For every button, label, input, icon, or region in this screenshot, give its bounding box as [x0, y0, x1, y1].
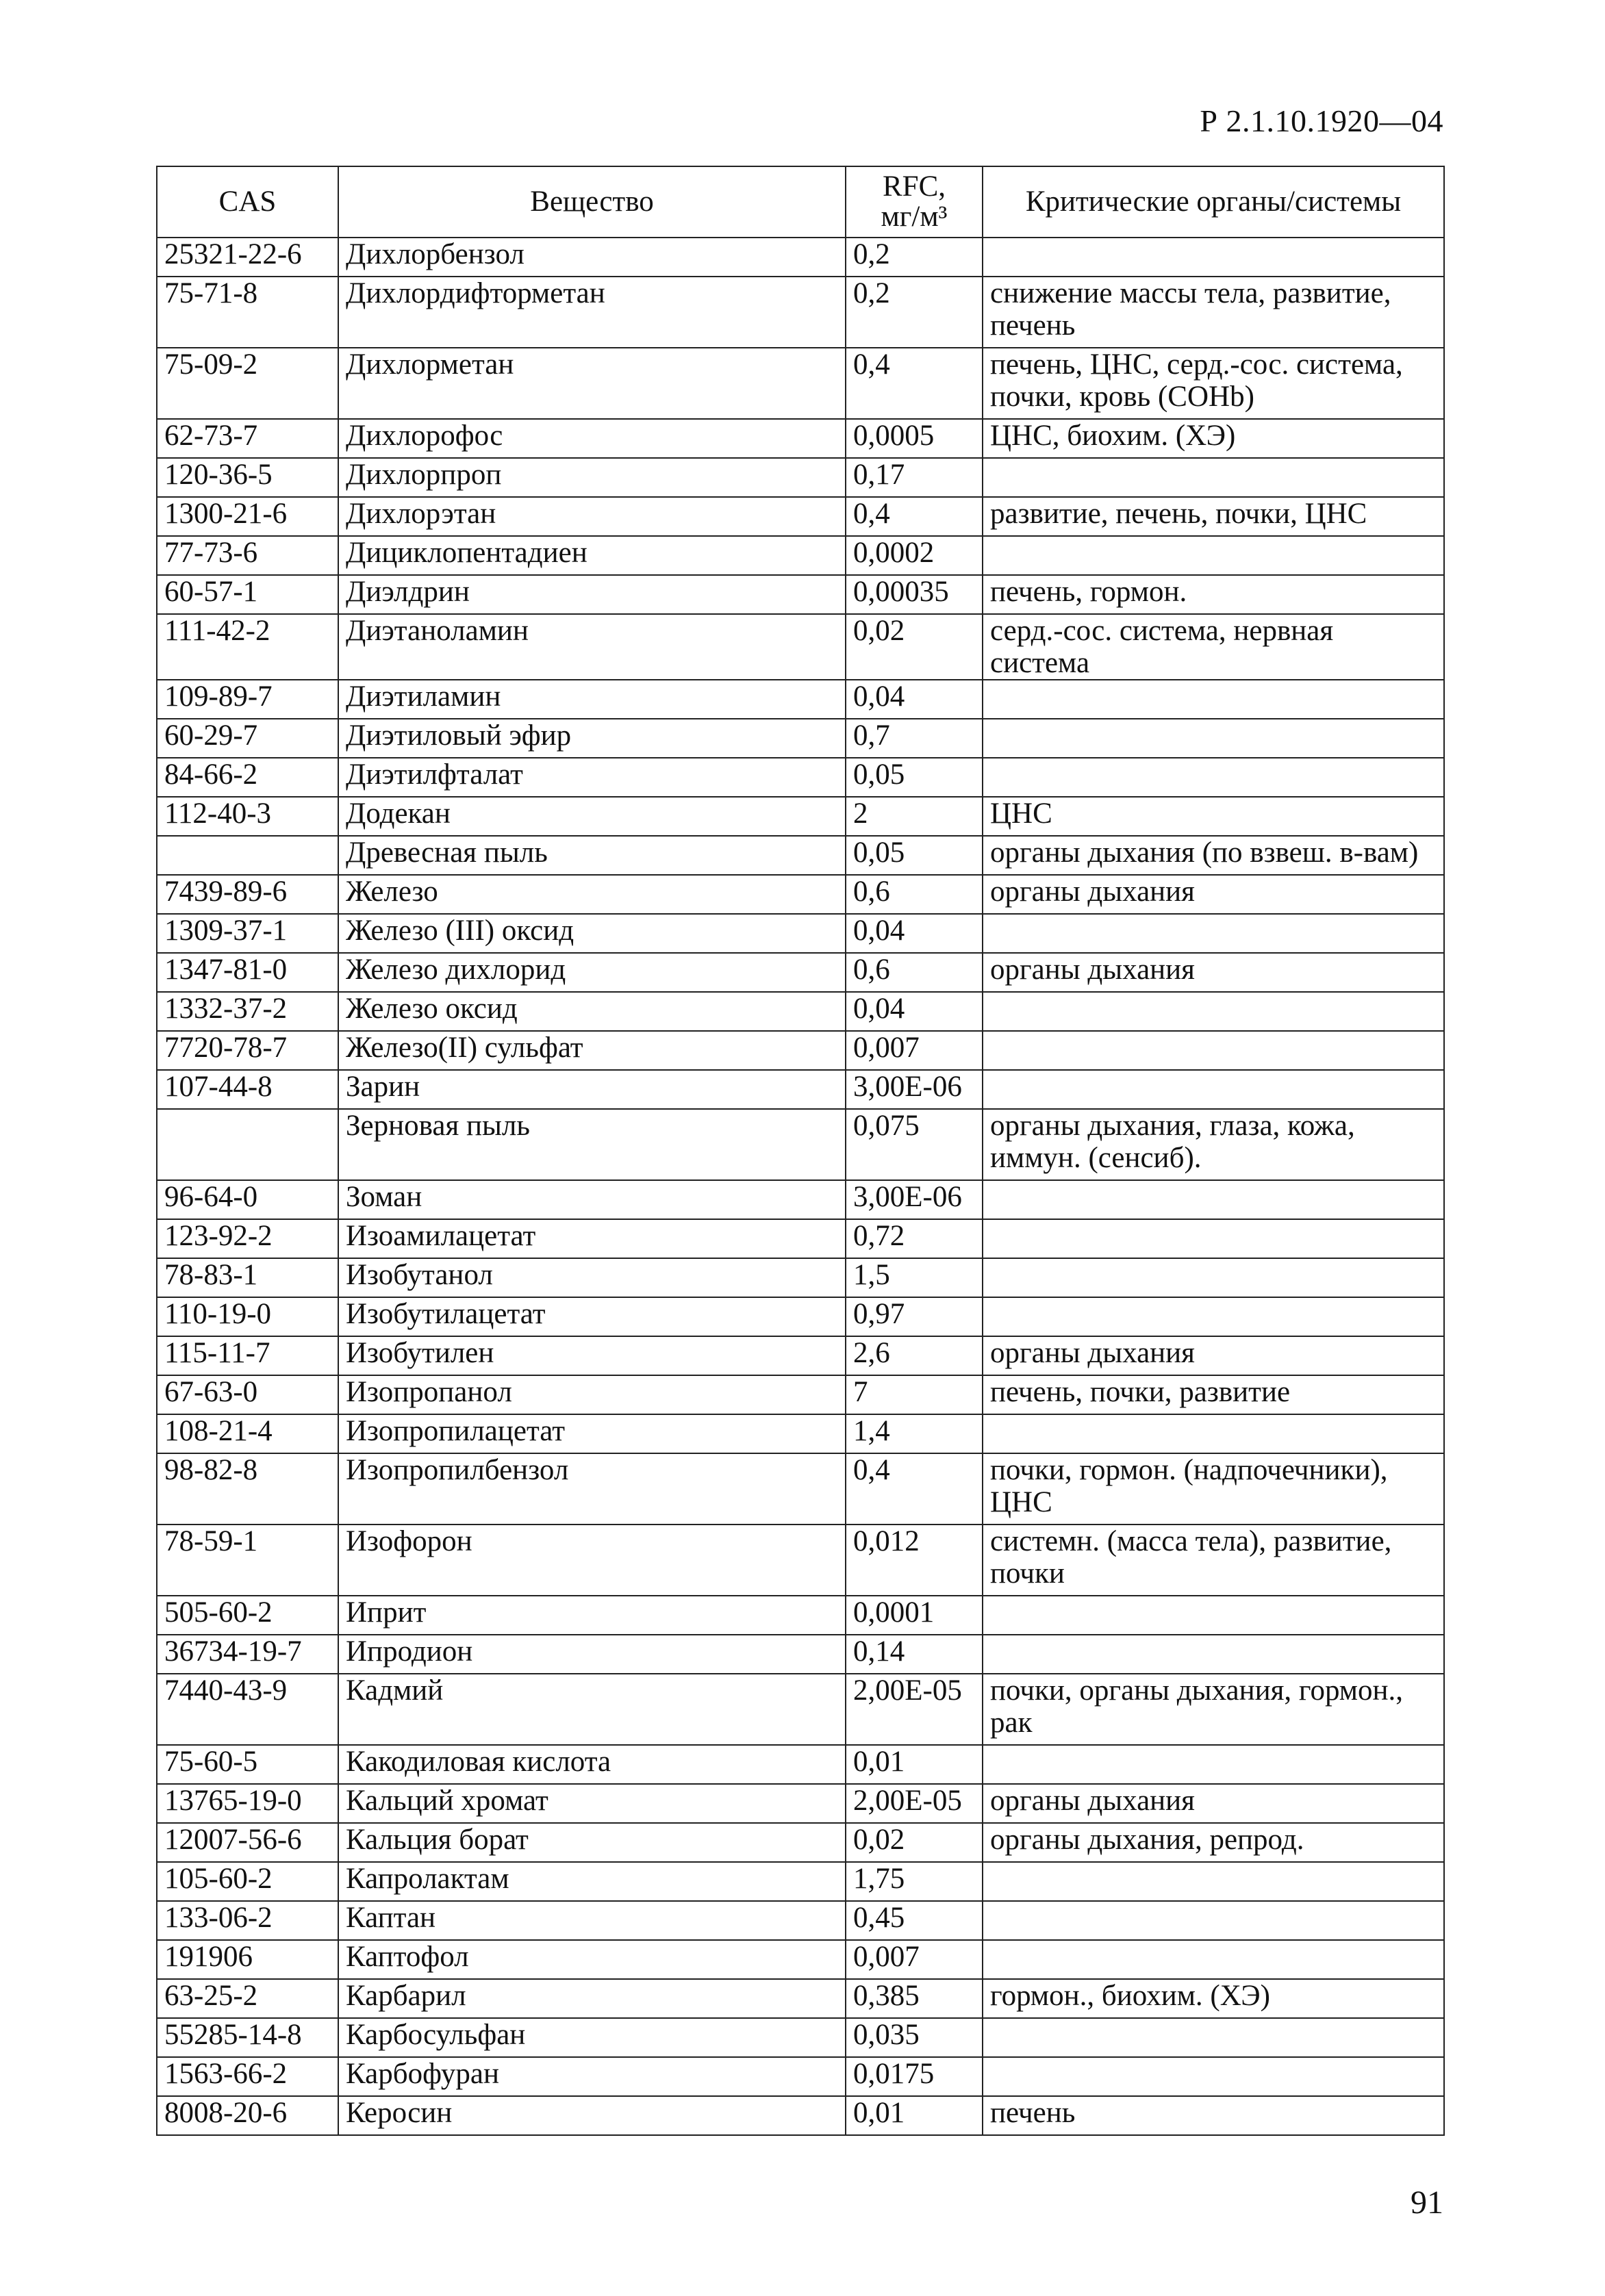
cell-organs: органы дыхания — [983, 875, 1444, 914]
cell-rfc: 0,4 — [846, 348, 983, 419]
cell-cas: 98-82-8 — [157, 1453, 338, 1525]
cell-organs: развитие, печень, почки, ЦНС — [983, 497, 1444, 536]
table-row — [157, 1109, 1444, 1180]
cell-cas: 78-83-1 — [157, 1258, 338, 1297]
cell-organs — [983, 1414, 1444, 1453]
cell-organs: органы дыхания, глаза, кожа, иммун. (сенсиб). — [983, 1109, 1444, 1180]
cell-substance: Дихлорэтан — [338, 497, 846, 536]
cell-cas — [157, 836, 338, 875]
cell-substance: Кадмий — [338, 1674, 846, 1745]
cell-substance: Дихлорофос — [338, 419, 846, 458]
table-row — [157, 419, 1444, 458]
cell-rfc: 0,075 — [846, 1109, 983, 1180]
cell-rfc: 0,17 — [846, 458, 983, 497]
table-row — [157, 1596, 1444, 1635]
cell-rfc: 0,45 — [846, 1901, 983, 1940]
table-row — [157, 953, 1444, 992]
cell-rfc: 2,00E-05 — [846, 1784, 983, 1823]
cell-cas: 110-19-0 — [157, 1297, 338, 1336]
table-row — [157, 1784, 1444, 1823]
cell-organs — [983, 1297, 1444, 1336]
cell-substance: Изопропилацетат — [338, 1414, 846, 1453]
cell-cas: 75-60-5 — [157, 1745, 338, 1784]
cell-rfc: 0,14 — [846, 1635, 983, 1674]
cell-cas: 115-11-7 — [157, 1336, 338, 1375]
cell-rfc: 7 — [846, 1375, 983, 1414]
cell-cas: 96-64-0 — [157, 1180, 338, 1219]
table-row — [157, 238, 1444, 277]
table-row — [157, 1031, 1444, 1070]
table-row — [157, 575, 1444, 614]
table-header-row — [157, 166, 1444, 238]
cell-organs — [983, 914, 1444, 953]
table-row — [157, 458, 1444, 497]
cell-organs: органы дыхания, репрод. — [983, 1823, 1444, 1862]
cell-substance: Железо (III) оксид — [338, 914, 846, 953]
table-row — [157, 836, 1444, 875]
table-row — [157, 1901, 1444, 1940]
cell-rfc: 0,012 — [846, 1525, 983, 1596]
table-row — [157, 1979, 1444, 2018]
cell-substance: Изобутилацетат — [338, 1297, 846, 1336]
cell-organs — [983, 1596, 1444, 1635]
cell-organs — [983, 536, 1444, 575]
cell-substance: Изопропанол — [338, 1375, 846, 1414]
cell-cas: 1309-37-1 — [157, 914, 338, 953]
cell-substance: Зарин — [338, 1070, 846, 1109]
table-row — [157, 797, 1444, 836]
cell-rfc: 0,05 — [846, 836, 983, 875]
cell-organs — [983, 1635, 1444, 1674]
cell-substance: Диэтилфталат — [338, 758, 846, 797]
table-row — [157, 680, 1444, 719]
cell-cas: 105-60-2 — [157, 1862, 338, 1901]
table-row — [157, 2057, 1444, 2096]
cell-organs: печень — [983, 2096, 1444, 2135]
cell-organs: печень, ЦНС, серд.-сос. система, почки, кровь (COHb) — [983, 348, 1444, 419]
cell-substance: Иприт — [338, 1596, 846, 1635]
cell-substance: Диэлдрин — [338, 575, 846, 614]
cell-substance: Железо дихлорид — [338, 953, 846, 992]
table-row — [157, 992, 1444, 1031]
table-row — [157, 1525, 1444, 1596]
cell-substance: Зерновая пыль — [338, 1109, 846, 1180]
cell-rfc: 0,007 — [846, 1940, 983, 1979]
cell-rfc: 0,01 — [846, 1745, 983, 1784]
cell-organs: серд.-сос. система, нервная система — [983, 614, 1444, 680]
cell-rfc: 1,4 — [846, 1414, 983, 1453]
cell-cas: 36734-19-7 — [157, 1635, 338, 1674]
cell-organs — [983, 992, 1444, 1031]
cell-organs — [983, 1940, 1444, 1979]
rfc-header-line2: мг/м³ — [881, 201, 948, 233]
table-row — [157, 758, 1444, 797]
cell-cas: 55285-14-8 — [157, 2018, 338, 2057]
cell-substance: Капролактам — [338, 1862, 846, 1901]
cell-organs: ЦНС, биохим. (ХЭ) — [983, 419, 1444, 458]
page-number: 91 — [1411, 2184, 1443, 2221]
cell-rfc: 0,2 — [846, 238, 983, 277]
cell-rfc: 1,5 — [846, 1258, 983, 1297]
table-row — [157, 914, 1444, 953]
table-body — [157, 238, 1444, 2135]
cell-substance: Карбосульфан — [338, 2018, 846, 2057]
cell-rfc: 0,72 — [846, 1219, 983, 1258]
table-row — [157, 719, 1444, 758]
cell-rfc: 2,00E-05 — [846, 1674, 983, 1745]
cell-cas: 63-25-2 — [157, 1979, 338, 2018]
table-row — [157, 1823, 1444, 1862]
document-code: Р 2.1.10.1920—04 — [1200, 103, 1443, 138]
cell-cas: 108-21-4 — [157, 1414, 338, 1453]
cell-cas: 77-73-6 — [157, 536, 338, 575]
cell-substance: Диэтиловый эфир — [338, 719, 846, 758]
table-row — [157, 536, 1444, 575]
cell-cas: 60-57-1 — [157, 575, 338, 614]
table-row — [157, 277, 1444, 348]
cell-organs: органы дыхания — [983, 1784, 1444, 1823]
cell-organs: органы дыхания (по взвеш. в-вам) — [983, 836, 1444, 875]
cell-cas: 12007-56-6 — [157, 1823, 338, 1862]
column-header-substance: Вещество — [338, 166, 846, 238]
cell-cas: 123-92-2 — [157, 1219, 338, 1258]
cell-organs — [983, 1070, 1444, 1109]
cell-rfc: 0,4 — [846, 497, 983, 536]
table-row — [157, 1375, 1444, 1414]
table-row — [157, 1297, 1444, 1336]
table-row — [157, 1862, 1444, 1901]
cell-organs: гормон., биохим. (ХЭ) — [983, 1979, 1444, 2018]
cell-organs: системн. (масса тела), развитие, почки — [983, 1525, 1444, 1596]
cell-cas: 505-60-2 — [157, 1596, 338, 1635]
cell-cas: 1332-37-2 — [157, 992, 338, 1031]
cell-cas — [157, 1109, 338, 1180]
cell-substance: Карбофуран — [338, 2057, 846, 2096]
cell-substance: Карбарил — [338, 1979, 846, 2018]
cell-organs: ЦНС — [983, 797, 1444, 836]
cell-substance: Изобутанол — [338, 1258, 846, 1297]
cell-substance: Дициклопентадиен — [338, 536, 846, 575]
table-row — [157, 1180, 1444, 1219]
cell-substance: Дихлорпроп — [338, 458, 846, 497]
table-row — [157, 1070, 1444, 1109]
cell-cas: 25321-22-6 — [157, 238, 338, 277]
cell-rfc: 3,00E-06 — [846, 1070, 983, 1109]
cell-cas: 1347-81-0 — [157, 953, 338, 992]
cell-rfc: 0,4 — [846, 1453, 983, 1525]
cell-organs — [983, 680, 1444, 719]
rfc-header-line1: RFC, — [882, 170, 946, 203]
cell-cas: 133-06-2 — [157, 1901, 338, 1940]
table-row — [157, 1336, 1444, 1375]
cell-rfc: 0,0175 — [846, 2057, 983, 2096]
cell-organs — [983, 1901, 1444, 1940]
cell-rfc: 0,01 — [846, 2096, 983, 2135]
cell-rfc: 0,0005 — [846, 419, 983, 458]
cell-substance: Изопропилбензол — [338, 1453, 846, 1525]
cell-organs — [983, 1031, 1444, 1070]
cell-rfc: 0,2 — [846, 277, 983, 348]
cell-cas: 109-89-7 — [157, 680, 338, 719]
cell-organs — [983, 719, 1444, 758]
cell-organs — [983, 458, 1444, 497]
cell-rfc: 2 — [846, 797, 983, 836]
cell-cas: 120-36-5 — [157, 458, 338, 497]
rfc-table — [156, 166, 1445, 2136]
cell-substance: Древесная пыль — [338, 836, 846, 875]
table-row — [157, 614, 1444, 680]
cell-rfc: 0,04 — [846, 992, 983, 1031]
table-row — [157, 1453, 1444, 1525]
cell-rfc: 0,7 — [846, 719, 983, 758]
cell-rfc: 0,97 — [846, 1297, 983, 1336]
table-row — [157, 497, 1444, 536]
cell-cas: 84-66-2 — [157, 758, 338, 797]
cell-cas: 7720-78-7 — [157, 1031, 338, 1070]
table-row — [157, 1635, 1444, 1674]
cell-organs — [983, 2057, 1444, 2096]
cell-organs — [983, 1219, 1444, 1258]
cell-cas: 78-59-1 — [157, 1525, 338, 1596]
table-row — [157, 1219, 1444, 1258]
cell-substance: Железо оксид — [338, 992, 846, 1031]
cell-substance: Железо — [338, 875, 846, 914]
cell-substance: Железо(II) сульфат — [338, 1031, 846, 1070]
cell-substance: Керосин — [338, 2096, 846, 2135]
cell-organs: печень, почки, развитие — [983, 1375, 1444, 1414]
column-header-rfc — [846, 166, 983, 238]
cell-rfc: 0,035 — [846, 2018, 983, 2057]
cell-cas: 1300-21-6 — [157, 497, 338, 536]
cell-rfc: 0,04 — [846, 914, 983, 953]
cell-cas: 7439-89-6 — [157, 875, 338, 914]
cell-rfc: 3,00E-06 — [846, 1180, 983, 1219]
cell-organs: органы дыхания — [983, 1336, 1444, 1375]
cell-cas: 107-44-8 — [157, 1070, 338, 1109]
cell-substance: Дихлорбензол — [338, 238, 846, 277]
table-row — [157, 875, 1444, 914]
cell-substance: Каптан — [338, 1901, 846, 1940]
cell-cas: 75-09-2 — [157, 348, 338, 419]
table-row — [157, 1674, 1444, 1745]
cell-substance: Изоамилацетат — [338, 1219, 846, 1258]
cell-cas: 67-63-0 — [157, 1375, 338, 1414]
table-row — [157, 1258, 1444, 1297]
cell-cas: 8008-20-6 — [157, 2096, 338, 2135]
cell-cas: 1563-66-2 — [157, 2057, 338, 2096]
cell-substance: Каптофол — [338, 1940, 846, 1979]
table-row — [157, 1745, 1444, 1784]
cell-rfc: 0,0001 — [846, 1596, 983, 1635]
cell-rfc: 0,6 — [846, 953, 983, 992]
column-header-cas: CAS — [157, 166, 338, 238]
cell-organs — [983, 1258, 1444, 1297]
cell-rfc: 0,02 — [846, 614, 983, 680]
cell-rfc: 0,02 — [846, 1823, 983, 1862]
cell-rfc: 0,00035 — [846, 575, 983, 614]
cell-rfc: 0,0002 — [846, 536, 983, 575]
cell-organs: почки, гормон. (надпочечники), ЦНС — [983, 1453, 1444, 1525]
cell-substance: Зоман — [338, 1180, 846, 1219]
table-row — [157, 1940, 1444, 1979]
cell-substance: Изобутилен — [338, 1336, 846, 1375]
cell-rfc: 0,385 — [846, 1979, 983, 2018]
cell-rfc: 0,6 — [846, 875, 983, 914]
cell-substance: Какодиловая кислота — [338, 1745, 846, 1784]
cell-cas: 191906 — [157, 1940, 338, 1979]
cell-organs: почки, органы дыхания, гормон., рак — [983, 1674, 1444, 1745]
cell-substance: Додекан — [338, 797, 846, 836]
table-row — [157, 2096, 1444, 2135]
cell-rfc: 2,6 — [846, 1336, 983, 1375]
cell-rfc: 0,04 — [846, 680, 983, 719]
cell-cas: 111-42-2 — [157, 614, 338, 680]
cell-organs — [983, 1862, 1444, 1901]
cell-substance: Дихлордифторметан — [338, 277, 846, 348]
cell-organs — [983, 1745, 1444, 1784]
cell-organs: органы дыхания — [983, 953, 1444, 992]
column-header-organs: Критические органы/системы — [983, 166, 1444, 238]
cell-organs — [983, 238, 1444, 277]
cell-substance: Дихлорметан — [338, 348, 846, 419]
cell-organs — [983, 1180, 1444, 1219]
cell-organs: печень, гормон. — [983, 575, 1444, 614]
cell-cas: 75-71-8 — [157, 277, 338, 348]
cell-substance: Кальций хромат — [338, 1784, 846, 1823]
cell-cas: 112-40-3 — [157, 797, 338, 836]
cell-cas: 62-73-7 — [157, 419, 338, 458]
cell-organs — [983, 2018, 1444, 2057]
cell-substance: Изофорон — [338, 1525, 846, 1596]
cell-cas: 7440-43-9 — [157, 1674, 338, 1745]
cell-rfc: 1,75 — [846, 1862, 983, 1901]
cell-cas: 13765-19-0 — [157, 1784, 338, 1823]
table-row — [157, 1414, 1444, 1453]
cell-cas: 60-29-7 — [157, 719, 338, 758]
cell-rfc: 0,007 — [846, 1031, 983, 1070]
cell-rfc: 0,05 — [846, 758, 983, 797]
cell-organs: снижение массы тела, развитие, печень — [983, 277, 1444, 348]
cell-substance: Ипродион — [338, 1635, 846, 1674]
cell-organs — [983, 758, 1444, 797]
cell-substance: Диэтиламин — [338, 680, 846, 719]
cell-substance: Диэтаноламин — [338, 614, 846, 680]
table-row — [157, 2018, 1444, 2057]
table-row — [157, 348, 1444, 419]
cell-substance: Кальция борат — [338, 1823, 846, 1862]
